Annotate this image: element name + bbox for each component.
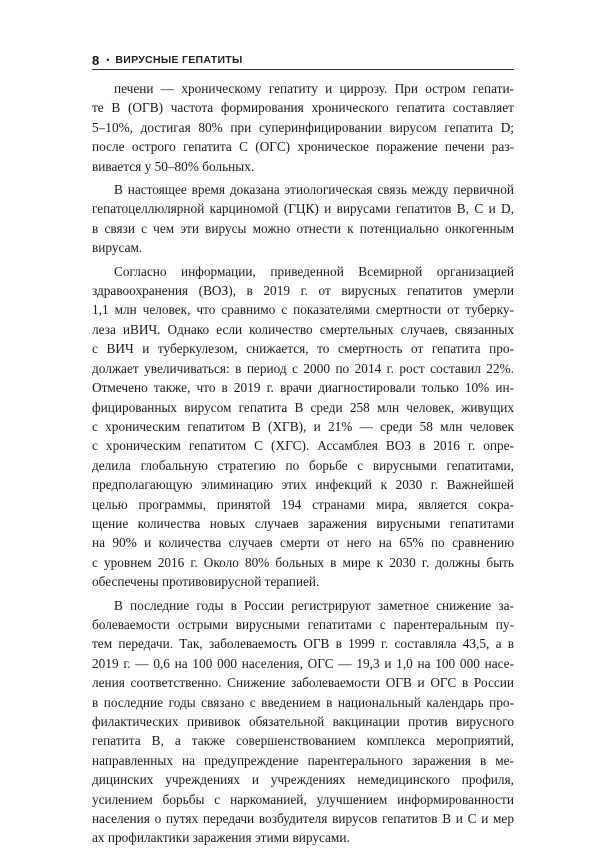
text-line: усилением борьбы с наркоманией, улучшением информированности bbox=[92, 791, 514, 807]
text-line: гепатита В, а также совершенствованием комплекса мероприятий, bbox=[92, 733, 514, 749]
text-line: вивается у 50–80% больных. bbox=[92, 158, 255, 174]
paragraph bbox=[92, 180, 514, 258]
text-line: на 90% и количества случаев смерти от него на 65% по сравнению bbox=[92, 535, 514, 551]
text-line: 5–10%, достигая 80% при суперинфицировании вирусом гепатита D; bbox=[92, 119, 514, 135]
text-line: щение количества новых случаев заражения вирусными гепатитами bbox=[92, 515, 514, 531]
paragraph bbox=[92, 596, 514, 848]
text-line: леза иВИЧ. Однако если количество смертельных случаев, связанных bbox=[92, 321, 514, 337]
text-line: ления соответственно. Снижение заболеваемости ОГВ и ОГС в России bbox=[92, 675, 514, 691]
text-line: В настоящее время доказана этиологическая связь между первичной bbox=[114, 182, 514, 198]
text-line: Отмечено также, что в 2019 г. врачи диагностировали только 10% ин- bbox=[92, 380, 514, 396]
text-line: должает увеличиваться: в период с 2000 по 2014 г. рост составил 22%. bbox=[92, 360, 514, 376]
text-line: тем передачи. Так, заболеваемость ОГВ в 1999 г. составляла 43,5, а в bbox=[92, 636, 514, 652]
paragraph bbox=[92, 262, 514, 592]
text-line: делила глобальную стратегию по борьбе с вирусными гепатитами, bbox=[92, 457, 514, 473]
text-line: в связи с чем эти вирусы можно отнести к потенциально онкогенным bbox=[92, 220, 514, 236]
text-line: дицинских учреждениях и учреждениях немедицинского профиля, bbox=[92, 772, 514, 788]
bullet-icon: • bbox=[106, 55, 110, 65]
chapter-title: ВИРУСНЫЕ ГЕПАТИТЫ bbox=[115, 54, 243, 66]
text-line: В последние годы в России регистрируют заметное снижение за- bbox=[114, 597, 514, 613]
paragraph bbox=[92, 79, 514, 176]
running-head bbox=[92, 51, 514, 69]
text-line: фицированных вирусом гепатита В среди 258 млн человек, живущих bbox=[92, 399, 514, 415]
text-line: после острого гепатита С (ОГС) хроническое поражение печени раз- bbox=[92, 139, 514, 155]
text-line: обеспечены противовирусной терапией. bbox=[92, 574, 320, 590]
text-line: целью программы, принятой 194 странами мира, является сокра- bbox=[92, 496, 514, 512]
text-line: в последние годы связано с введением в национальный календарь про- bbox=[92, 694, 514, 710]
text-line: предполагающую элиминацию этих инфекций к 2030 г. Важнейшей bbox=[92, 477, 514, 493]
text-line: печени — хроническому гепатиту и циррозу. При остром гепати- bbox=[114, 81, 514, 96]
text-line: здравоохранения (ВОЗ), в 2019 г. от вирусных гепатитов умерли bbox=[92, 283, 514, 299]
page-number: 8 bbox=[92, 52, 100, 68]
text-line: гепатоцеллюлярной карциномой (ГЦК) и вирусами гепатитов В, С и D, bbox=[92, 201, 514, 217]
text-line: 2019 г. — 0,6 на 100 000 населения, ОГС — 19,3 и 1,0 на 100 000 насе- bbox=[92, 655, 514, 671]
text-line: филактических прививок обязательной вакцинации против вирусного bbox=[92, 714, 514, 729]
text-line: 1,1 млн человек, что сравнимо с показателями смертности от туберку- bbox=[92, 302, 514, 318]
text-line: с уровнем 2016 г. Около 80% больных в мире к 2030 г. должны быть bbox=[92, 554, 514, 570]
text-line: населения о путях передачи возбудителя вирусов гепатитов В и С и мер bbox=[92, 811, 514, 827]
text-line: Согласно информации, приведенной Всемирной организацией bbox=[114, 263, 514, 279]
text-line: с хроническим гепатитом С (ХГС). Ассамблея ВОЗ в 2016 г. опре- bbox=[92, 438, 514, 454]
text-line: те В (ОГВ) частота формирования хронического гепатита составляет bbox=[92, 100, 514, 116]
text-line: вирусам. bbox=[92, 240, 143, 256]
text-line: с ВИЧ и туберкулезом, снижается, то смертность от гепатита про- bbox=[92, 341, 514, 357]
text-line: ах профилактики заражения этими вирусами. bbox=[92, 830, 350, 846]
text-line: болеваемости острыми вирусными гепатитами с парентеральным пу- bbox=[92, 616, 514, 632]
body-text bbox=[92, 79, 514, 848]
text-line: направленных на предупреждение парентерального заражения в ме- bbox=[92, 752, 514, 768]
text-line: с хроническим гепатитом В (ХГВ), и 21% — среди 58 млн человек bbox=[92, 418, 514, 434]
header-rule bbox=[92, 69, 514, 70]
